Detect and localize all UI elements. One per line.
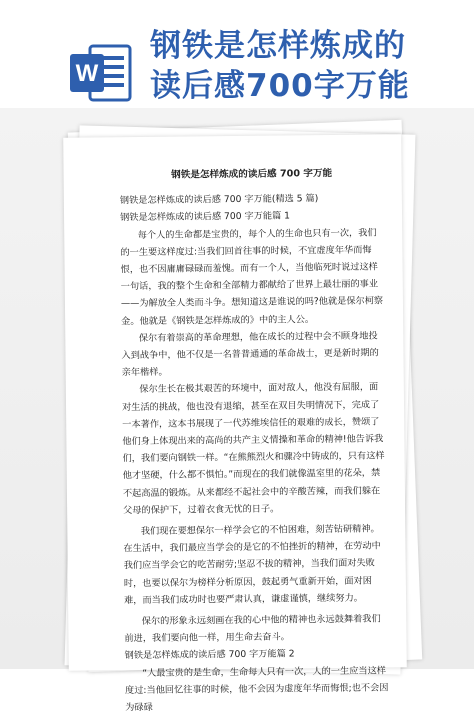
document-title: 钢铁是怎样炼成的读后感 700 字万能 [171,167,333,181]
svg-text:W: W [75,60,99,87]
banner-title [150,26,470,106]
document-page [63,134,407,714]
paragraph-4: 我们现在要想保尔一样学会它的不怕困难，刻苦钻研精神。在生活中，我们最应当学会的是它的不怕挫折的精神，在劳动中我们应当学会它的吃苦耐劳;坚忍不拔的精神，当我们面对失败时，也要以保尔为榜样分析原因，鼓起勇气重新开始，面对困难，而当我们成功时也要严肃认真，谦虚谨慎，继续努力。 [123,523,381,607]
section-heading-1: 钢铁是怎样炼成的读后感 700 字万能篇 1 [120,210,291,224]
paragraph-3: 保尔生长在极其艰苦的环境中，面对敌人，他没有屈服，面对生活的挑战，他也没有退缩，甚至在双目失明情况下，完成了一本著作，这本书展现了一代苏维埃信任的艰难的成长，赞颂了他们身上体现出来的高尚的共产主义情操和革命的精神!他告诉我们，我们要向钢铁一样。“在熊熊烈火和骤冷中铸成的，只有这样他才坚硬，什么都不惧怕。”而现在的我们就像温室里的花朵，禁不起高温的锻炼。从来都经不起社会中的辛酸苦辣，而我们躲在父母的保护下，过着衣食无忧的日子。 [121,381,385,517]
paragraph-5: 保尔的形象永远刻画在我的心中他的精神也永远鼓舞着我们前进，我们要向他一样，用生命去奋斗。 [124,613,381,645]
section-heading-2: 钢铁是怎样炼成的读后感 700 字万能篇 2 [124,648,295,662]
paragraph-1: 每个人的生命都是宝贵的，每个人的生命也只有一次，我们的一生要这样度过:当我们回首往事的时候，不宜虚度年华而悔恨，也不因庸庸碌碌而羞愧。而有一个人，当他临死时说过这样一句话，我的整个生命和全部精力都献给了世界上最壮丽的事业——为解放全人类而斗争。想知道这是谁说的吗?他就是保尔柯察金。他就是《钢铁是怎样炼成的》中的主人公。 [120,227,384,327]
banner-title-line-2: 读后感700字万能 [150,68,410,104]
paragraph-6: “人最宝贵的是生命，生命每人只有一次，人的一生应当这样度过:当他回忆往事的时候，他不会因为虚度年华而悔恨;也不会因为碌碌 [124,665,389,714]
paragraph-2: 保尔有着崇高的革命理想，他在成长的过程中会不顾身地投入到战争中，他不仅是一名普普通通的革命战士，更是新时期的亲年楷样。 [121,330,379,379]
word-document-icon [68,40,134,106]
document-subtitle: 钢铁是怎样炼成的读后感 700 字万能(精选 5 篇) [119,193,319,207]
document-body [120,164,390,716]
banner-title-line-1: 钢铁是怎样炼成的 [150,28,406,64]
